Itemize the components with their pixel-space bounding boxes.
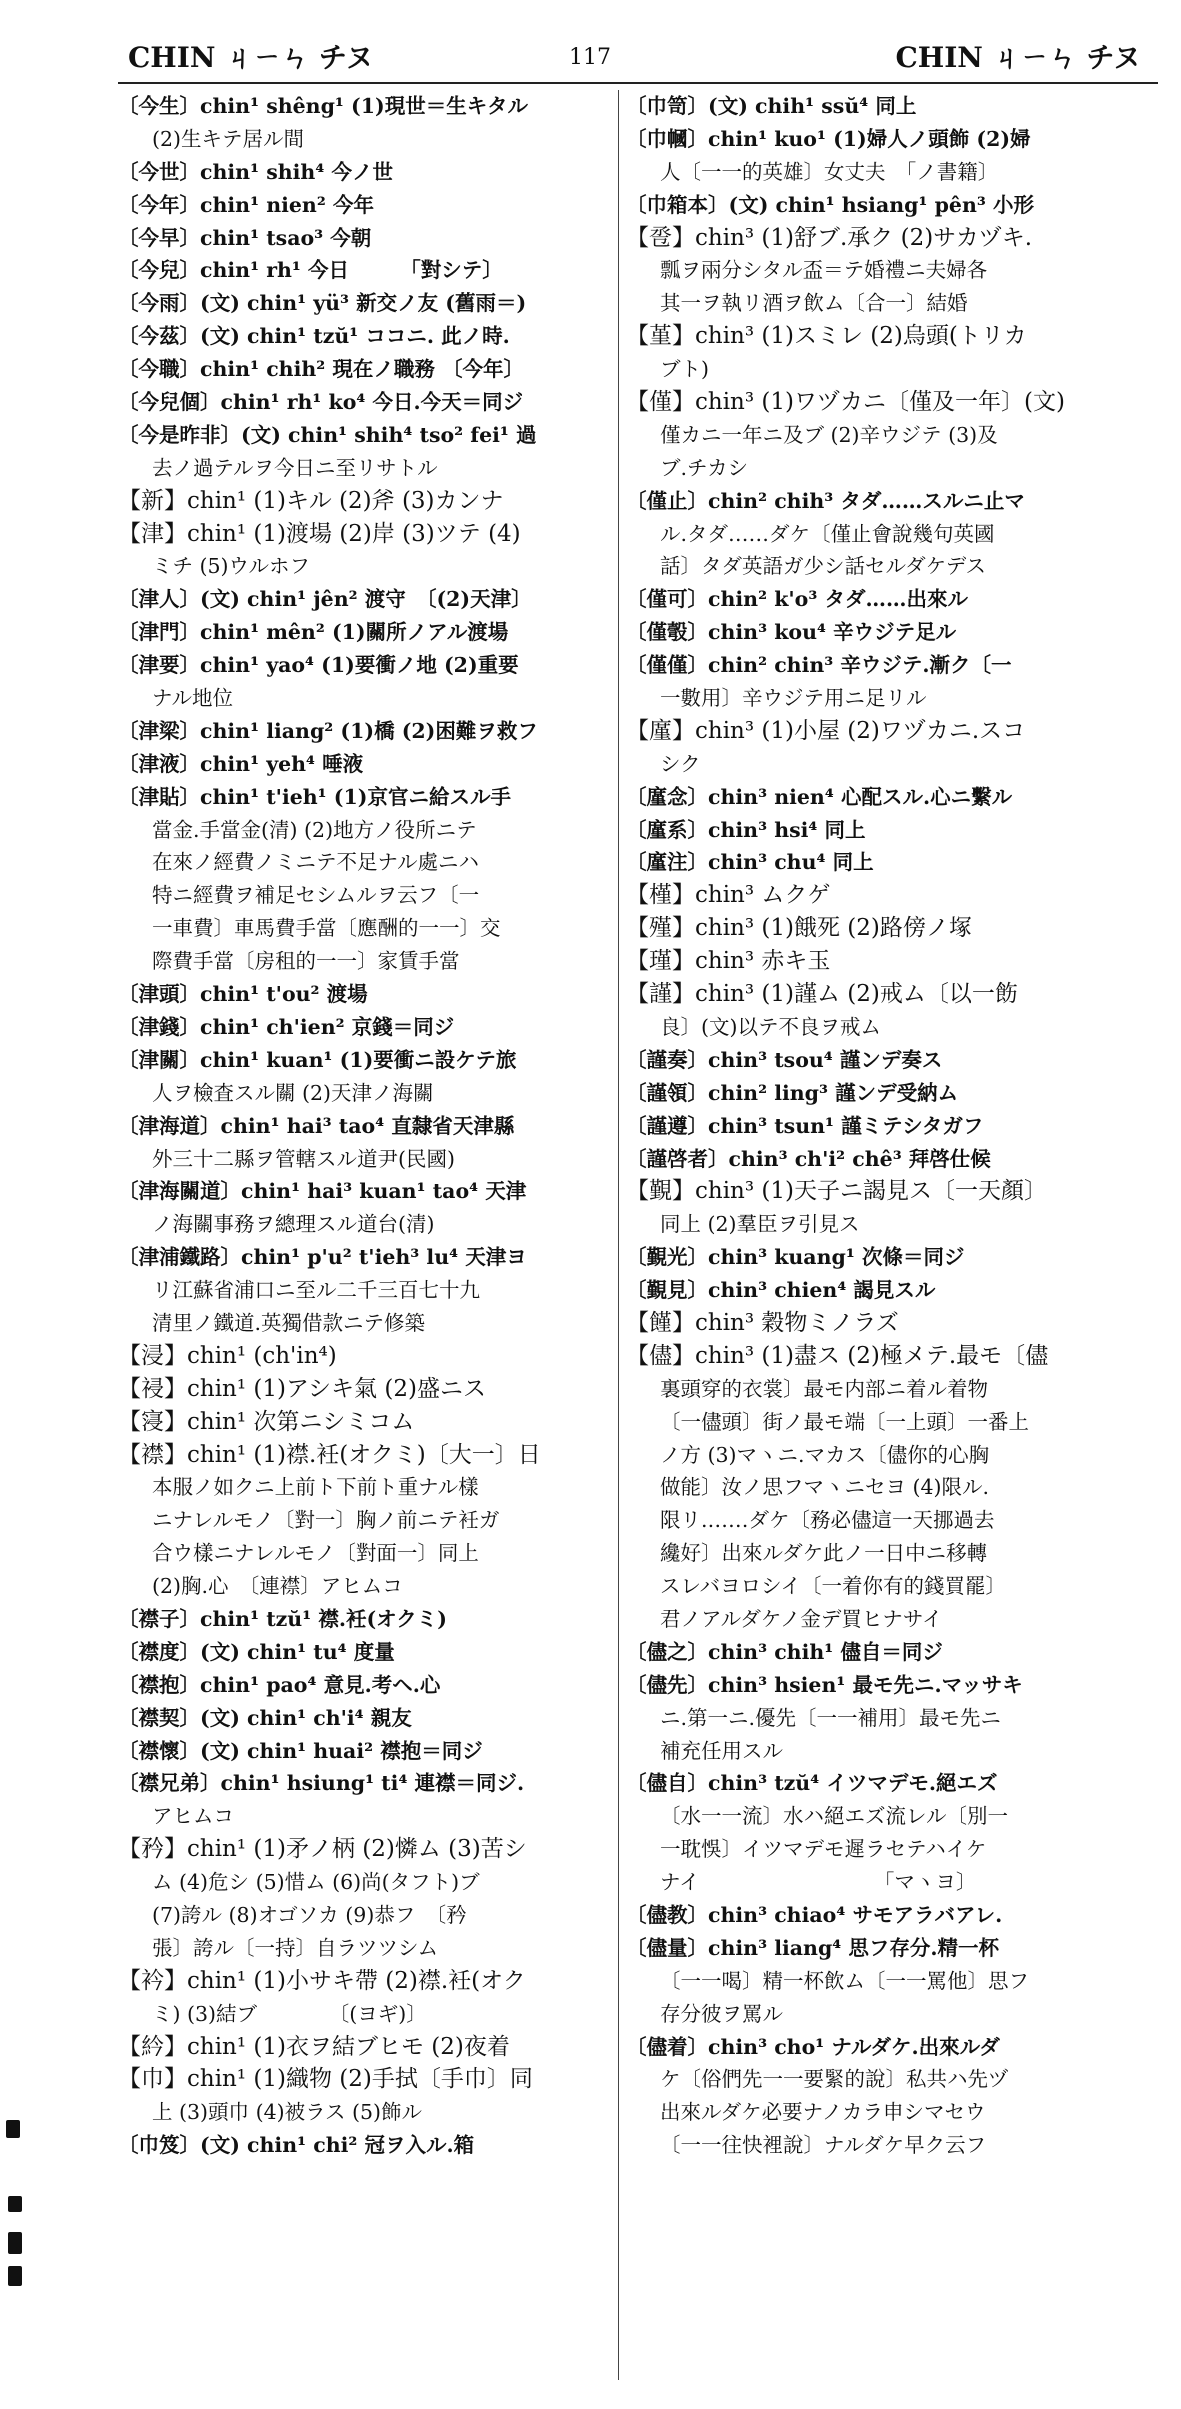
entry-continuation: 一數用〕辛ウジテ用ニ足リル	[660, 686, 927, 711]
dictionary-entry: 〔津海關道〕chin¹ hai³ kuan¹ tao⁴ 天津	[118, 1179, 527, 1204]
dictionary-entry: 〔襟懷〕(文) chin¹ huai² 襟抱＝同ジ	[118, 1738, 483, 1763]
entry-continuation: 清里ノ鐵道.英獨借款ニテ修築	[152, 1310, 426, 1335]
dictionary-entry: 〔津要〕chin¹ yao⁴ (1)要衝ノ地 (2)重要	[118, 653, 519, 678]
dictionary-entry: 〔襟兄弟〕chin¹ hsiung¹ ti⁴ 連襟＝同ジ.	[118, 1771, 525, 1796]
dictionary-entry: 〔今早〕chin¹ tsao³ 今朝	[118, 225, 372, 250]
dictionary-entry: 【衿】chin¹ (1)小サキ帶 (2)襟.衽(オク	[118, 1967, 526, 1994]
entry-continuation: 僅カニ一年ニ及ブ (2)辛ウジテ (3)及	[660, 422, 998, 447]
entry-continuation: (7)誇ル (8)オゴソカ (9)恭フ 〔矜	[152, 1902, 467, 1927]
entry-continuation: 在來ノ經費ノミニテ不足ナル處ニハ	[152, 850, 479, 875]
entry-continuation: 〔一一喝〕精一杯飲ム〔一一罵他〕思フ	[660, 1968, 1029, 1993]
running-head-right: CHIN ㄐㄧㄣ チヌ	[895, 41, 1141, 74]
dictionary-entry: 〔今職〕chin¹ chih² 現在ノ職務 〔今年〕	[118, 357, 525, 382]
dictionary-entry: 〔儘着〕chin³ cho¹ ナルダケ.出來ルダ	[626, 2034, 1000, 2059]
entry-continuation: 做能〕汝ノ思フマヽニセヨ (4)限ル.	[660, 1475, 990, 1500]
dictionary-entry: 【寖】chin¹ 次第ニシミコム	[118, 1408, 415, 1435]
dictionary-entry: 【謹】chin³ (1)謹ム (2)戒ム〔以一飭	[626, 981, 1018, 1008]
entry-continuation: 良〕(文)以テ不良ヲ戒ム	[660, 1014, 881, 1039]
entry-continuation: ル.タダ……ダケ〔僅止會說幾句英國	[660, 521, 995, 546]
entry-continuation: 其一ヲ執リ酒ヲ飲ム〔合一〕結婚	[660, 291, 968, 316]
header-rule	[118, 82, 1158, 84]
entry-continuation: ニ.第一ニ.優先〔一一補用〕最モ先ニ	[660, 1705, 1002, 1730]
dictionary-entry: 〔巾笈〕(文) chin¹ chi² 冠ヲ入ル.箱	[118, 2133, 475, 2158]
dictionary-entry: 〔僅可〕chin² k'o³ タダ……出來ル	[626, 587, 968, 612]
dictionary-entry: 【祲】chin¹ (1)アシキ氣 (2)盛ニス	[118, 1375, 486, 1402]
entry-continuation: ナイ 「マヽヨ〕	[660, 1870, 977, 1895]
dictionary-entry: 〔覲見〕chin³ chien⁴ 謁見スル	[626, 1278, 936, 1303]
dictionary-entry: 【襟】chin¹ (1)襟.衽(オクミ)〔大一〕日	[118, 1441, 541, 1468]
dictionary-entry: 〔津液〕chin¹ yeh⁴ 唾液	[118, 751, 364, 776]
dictionary-entry: 【津】chin¹ (1)渡場 (2)岸 (3)ツテ (4)	[118, 520, 521, 547]
dictionary-entry: 〔津浦鐵路〕chin¹ p'u² t'ieh³ lu⁴ 天津ヨ	[118, 1245, 527, 1270]
dictionary-entry: 〔廑系〕chin³ hsi⁴ 同上	[626, 817, 866, 842]
dictionary-entry: 〔津頭〕chin¹ t'ou² 渡場	[118, 982, 368, 1007]
entry-continuation: 纔好〕出來ルダケ此ノ一日中ニ移轉	[660, 1541, 988, 1566]
dictionary-entry: 〔謹啓者〕chin³ ch'i² chê³ 拜啓仕候	[626, 1146, 991, 1171]
dictionary-entry: 〔津海道〕chin¹ hai³ tao⁴ 直隸省天津縣	[118, 1113, 515, 1138]
dictionary-entry: 〔襟抱〕chin¹ pao⁴ 意見.考ヘ.心	[118, 1672, 441, 1697]
dictionary-entry: 【殣】chin³ (1)餓死 (2)路傍ノ塚	[626, 915, 972, 942]
entry-continuation: 限リ.……ダケ〔務必儘這一天挪過去	[660, 1508, 995, 1533]
dictionary-entry: 【巾】chin¹ (1)織物 (2)手拭〔手巾〕同	[118, 2066, 533, 2093]
dictionary-entry: 〔今世〕chin¹ shih⁴ 今ノ世	[118, 159, 393, 184]
entry-continuation: シク	[660, 751, 701, 776]
dictionary-entry: 〔儘先〕chin³ hsien¹ 最モ先ニ.マッサキ	[626, 1672, 1023, 1697]
dictionary-entry: 【饉】chin³ 穀物ミノラズ	[626, 1309, 899, 1336]
entry-continuation: 瓢ヲ兩分シタル盃＝テ婚禮ニ夫婦各	[660, 258, 988, 283]
entry-continuation: ブ.チカシ	[660, 455, 749, 480]
dictionary-entry: 〔津人〕(文) chin¹ jên² 渡守 〔(2)天津〕	[118, 587, 532, 612]
entry-continuation: ミ) (3)結ブ 〔(ヨギ)〕	[152, 2001, 427, 2026]
entry-continuation: 上 (3)頭巾 (4)被ラス (5)飾ル	[152, 2100, 423, 2125]
dictionary-entry: 〔津貼〕chin¹ t'ieh¹ (1)京官ニ給スル手	[118, 784, 511, 809]
entry-continuation: 合ウ樣ニナレルモノ〔對面一〕同上	[152, 1541, 479, 1566]
entry-continuation: ニナレルモノ〔對一〕胸ノ前ニテ衽ガ	[152, 1508, 500, 1533]
dictionary-entry: 【紟】chin¹ (1)衣ヲ結ブヒモ (2)夜着	[118, 2033, 510, 2060]
entry-continuation: 一耽悞〕イツマデモ遲ラセテハイケ	[660, 1837, 987, 1862]
dictionary-entry: 【槿】chin³ ムクゲ	[626, 882, 831, 909]
entry-continuation: ノ方 (3)マヽニ.マカス〔儘你的心胸	[660, 1442, 990, 1467]
page-number: 117	[569, 45, 611, 70]
dictionary-entry: 〔儘之〕chin³ chih¹ 儘自＝同ジ	[626, 1639, 943, 1664]
dictionary-entry: 【矜】chin¹ (1)矛ノ柄 (2)憐ム (3)苦シ	[118, 1836, 527, 1863]
entry-continuation: ブト)	[660, 357, 709, 382]
entry-continuation: ノ海關事務ヲ總理スル道台(清)	[152, 1212, 435, 1237]
entry-continuation: 際費手當〔房租的一一〕家賃手當	[152, 949, 460, 974]
dictionary-entry: 〔襟子〕chin¹ tzŭ¹ 襟.衽(オクミ)	[118, 1606, 447, 1631]
dictionary-entry: 【卺】chin³ (1)舒ブ.承ク (2)サカヅキ.	[626, 224, 1033, 251]
entry-continuation: 〔一儘頭〕街ノ最モ端〔一上頭〕一番上	[660, 1409, 1029, 1434]
entry-continuation: アヒムコ	[152, 1804, 234, 1829]
entry-continuation: リ江蘇省浦口ニ至ル二千三百七十九	[152, 1278, 480, 1303]
dictionary-entry: 【新】chin¹ (1)キル (2)斧 (3)カンナ	[118, 487, 504, 514]
entry-continuation: 補充任用スル	[660, 1738, 783, 1763]
entry-continuation: 裏頭穿的衣裳〕最モ内部ニ着ル着物	[660, 1376, 988, 1401]
dictionary-entry: 〔巾笥〕(文) chih¹ ssŭ⁴ 同上	[626, 94, 917, 118]
entry-continuation: 特ニ經費ヲ補足セシムルヲ云フ〔一	[152, 883, 480, 908]
dictionary-entry: 【堇】chin³ (1)スミレ (2)烏頭(トリカ	[626, 323, 1027, 350]
dictionary-entry: 〔今茲〕(文) chin¹ tzŭ¹ ココニ. 此ノ時.	[118, 324, 510, 349]
dictionary-entry: 〔津門〕chin¹ mên² (1)關所ノアル渡場	[118, 620, 509, 645]
dictionary-entry: 〔巾箱本〕(文) chin¹ hsiang¹ pên³ 小形	[626, 192, 1034, 217]
entry-continuation: 君ノアルダケノ金デ買ヒナサイ	[660, 1606, 943, 1631]
entry-continuation: 本服ノ如クニ上前ト下前ト重ナル樣	[152, 1475, 479, 1500]
entry-continuation: 一車費〕車馬費手當〔應酬的一一〕交	[152, 916, 501, 941]
margin-mark	[8, 2266, 22, 2286]
entry-continuation: 出來ルダケ必要ナノカラ申シマセウ	[660, 2100, 986, 2125]
entry-continuation: 人〔一一的英雄〕女丈夫 「ノ書籍〕	[660, 159, 999, 184]
dictionary-entry: 〔僅僅〕chin² chin³ 辛ウジテ.漸ク〔一	[626, 653, 1012, 678]
dictionary-entry: 〔廑注〕chin³ chu⁴ 同上	[626, 850, 874, 875]
margin-mark	[6, 2120, 20, 2138]
running-head-left: CHIN ㄐㄧㄣ チヌ	[128, 41, 374, 74]
dictionary-entry: 【浸】chin¹ (ch'in⁴)	[118, 1342, 337, 1369]
entry-continuation: 話〕タダ英語ガ少シ話セルダケデス	[660, 554, 986, 579]
dictionary-entry: 〔今是昨非〕(文) chin¹ shih⁴ tso² fei¹ 過	[118, 422, 537, 447]
dictionary-entry: 〔廑念〕chin³ nien⁴ 心配スル.心ニ繫ル	[626, 784, 1013, 809]
entry-continuation: 外三十二縣ヲ管轄スル道尹(民國)	[152, 1146, 455, 1171]
entry-continuation: 張〕誇ル〔一持〕自ラツツシム	[152, 1935, 439, 1960]
dictionary-entry: 〔僅彀〕chin³ kou⁴ 辛ウジテ足ル	[626, 620, 957, 645]
entry-continuation: ミチ (5)ウルホフ	[152, 554, 310, 579]
dictionary-entry: 〔津錢〕chin¹ ch'ien² 京錢＝同ジ	[118, 1014, 455, 1039]
dictionary-entry: 〔儘教〕chin³ chiao⁴ サモアラバアレ.	[626, 1902, 1003, 1927]
entry-continuation: 同上 (2)羣臣ヲ引見ス	[660, 1212, 860, 1237]
dictionary-entry: 〔儘自〕chin³ tzŭ⁴ イツマデモ.絕エズ	[626, 1771, 998, 1796]
entry-continuation: ケ〔俗們先一一要緊的說〕私共ハ先ヅ	[660, 2067, 1009, 2092]
dictionary-entry: 〔今兒〕chin¹ rh¹ 今日 「對シテ〕	[118, 258, 503, 283]
entry-continuation: 存分彼ヲ罵ル	[660, 2001, 783, 2026]
left-column	[118, 90, 618, 2390]
dictionary-entry: 【僅】chin³ (1)ワヅカニ〔僅及一年〕(文)	[626, 389, 1065, 416]
dictionary-entry: 〔謹奏〕chin³ tsou⁴ 謹ンデ奏ス	[626, 1047, 943, 1072]
dictionary-entry: 〔襟度〕(文) chin¹ tu⁴ 度量	[118, 1639, 395, 1664]
dictionary-entry: 【覲】chin³ (1)天子ニ謁見ス〔一天顏〕	[626, 1178, 1047, 1205]
dictionary-entry: 〔巾幗〕chin¹ kuo¹ (1)婦人ノ頭飾 (2)婦	[626, 126, 1031, 151]
margin-mark	[8, 2196, 22, 2212]
dictionary-entry: 〔謹遵〕chin³ tsun¹ 謹ミテシタガフ	[626, 1113, 984, 1138]
entry-continuation: 〔水一一流〕水ハ絕エズ流レル〔別一	[660, 1804, 1008, 1829]
dictionary-entry: 【儘】chin³ (1)盡ス (2)極メテ.最モ〔儘	[626, 1342, 1049, 1369]
entry-continuation: 去ノ過テルヲ今日ニ至リサトル	[152, 455, 438, 480]
dictionary-entry: 〔今年〕chin¹ nien² 今年	[118, 192, 374, 217]
dictionary-entry: 〔襟契〕(文) chin¹ ch'i⁴ 親友	[118, 1705, 412, 1730]
right-column	[626, 90, 1158, 2390]
entry-continuation: 人ヲ檢査スル關 (2)天津ノ海關	[152, 1080, 434, 1105]
entry-continuation: スレバヨロシイ〔一着你有的錢買罷〕	[660, 1574, 1007, 1599]
dictionary-entry: 〔津關〕chin¹ kuan¹ (1)要衝ニ設ケテ旅	[118, 1047, 517, 1072]
entry-continuation: 〔一一往快裡說〕ナルダケ早ク云フ	[660, 2133, 987, 2158]
dictionary-entry: 〔儘量〕chin³ liang⁴ 思フ存分.精一杯	[626, 1935, 1000, 1960]
dictionary-entry: 〔今兒個〕chin¹ rh¹ ko⁴ 今日.今天＝同ジ	[118, 390, 524, 415]
dictionary-entry: 〔津梁〕chin¹ liang² (1)橋 (2)困難ヲ救フ	[118, 718, 538, 743]
dictionary-entry: 〔今雨〕(文) chin¹ yü³ 新交ノ友 (舊雨＝)	[118, 291, 527, 316]
entry-continuation: 當金.手當金(清) (2)地方ノ役所ニテ	[152, 817, 477, 842]
dictionary-entry: 〔僅止〕chin² chih³ タダ……スルニ止マ	[626, 488, 1025, 513]
entry-continuation: (2)胸.心 〔連襟〕アヒムコ	[152, 1574, 403, 1599]
entry-continuation: ナル地位	[152, 686, 233, 711]
dictionary-entry: 〔今生〕chin¹ shêng¹ (1)現世＝生キタル	[118, 94, 528, 118]
column-divider	[618, 90, 619, 2380]
entry-continuation: ム (4)危シ (5)惜ム (6)尚(タフト)ブ	[152, 1870, 480, 1895]
entry-continuation: (2)生キテ居ル間	[152, 126, 305, 151]
dictionary-entry: 【廑】chin³ (1)小屋 (2)ワヅカニ.スコ	[626, 717, 1026, 744]
dictionary-entry: 【瑾】chin³ 赤キ玉	[626, 948, 831, 975]
dictionary-entry: 〔覲光〕chin³ kuang¹ 次條＝同ジ	[626, 1245, 965, 1270]
dictionary-entry: 〔謹領〕chin² ling³ 謹ンデ受納ム	[626, 1080, 959, 1105]
margin-mark	[8, 2232, 22, 2254]
